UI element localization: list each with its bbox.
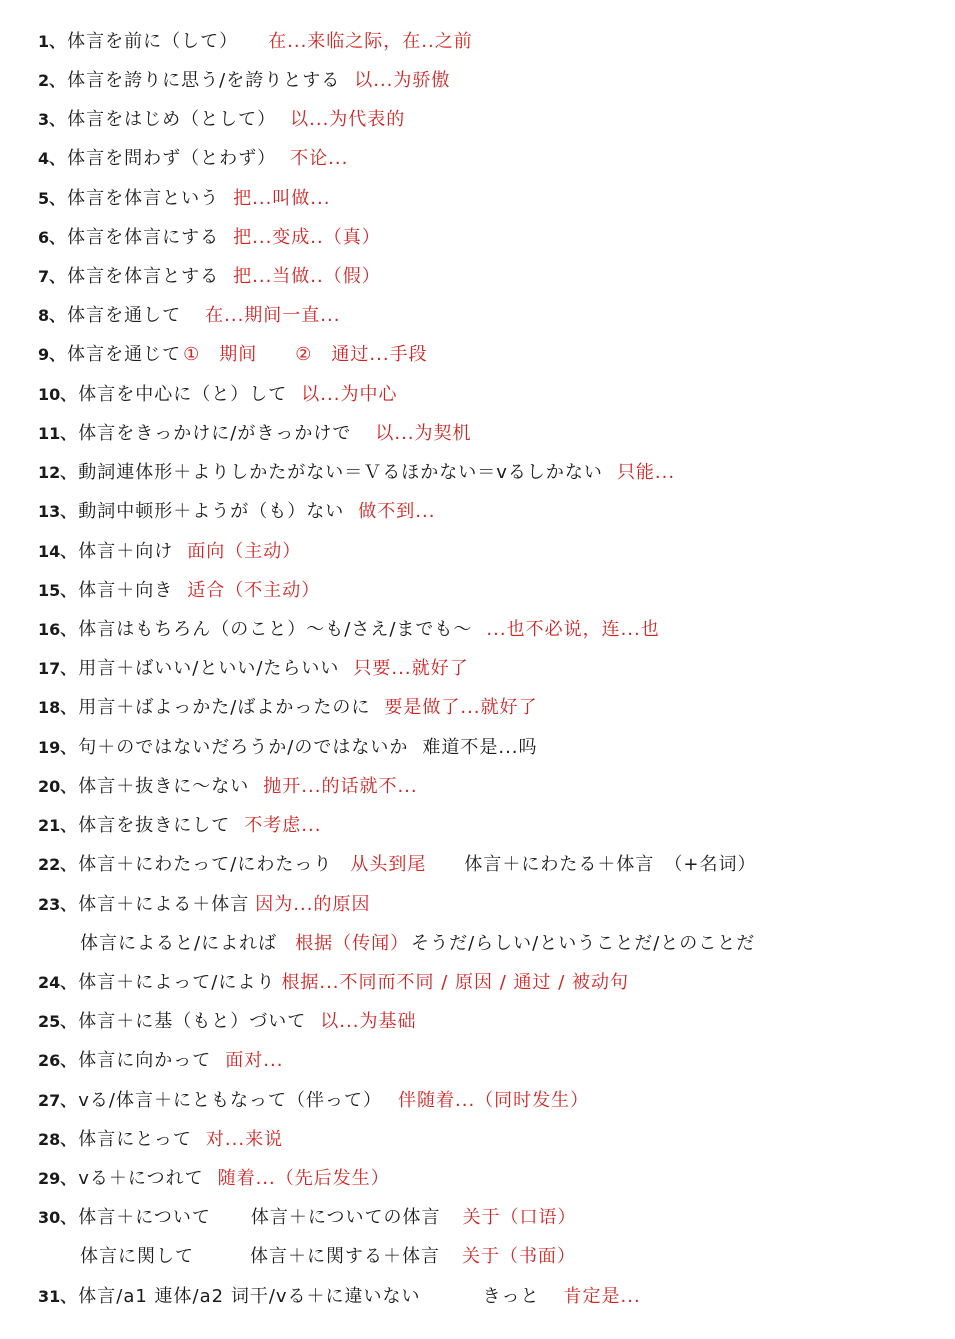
entry-number: 29、 [38,1168,77,1188]
entry-pattern: 体言＋による＋体言 [78,894,250,915]
entry-meaning: 要是做了...就好了 [384,697,538,718]
entry-meaning: ...也不必说，连...也 [486,619,660,640]
entry-pattern: 動詞連体形＋よりしかたがない＝Ｖるほかない＝vるしかない [78,462,603,483]
entry-meaning: 随着...（先后发生） [217,1168,390,1189]
entry-19 [38,731,945,761]
entry-pattern: 体言を中心に（と）して [78,384,288,405]
entry-meaning: 以...为契机 [375,423,472,444]
entry-pattern: 用言＋ばいい/といい/たらいい [78,658,340,679]
entry-pattern: 用言＋ばよっかた/ばよかったのに [78,697,371,718]
entry-meaning: 因为...的原因 [255,894,371,915]
entry-meaning: 做不到... [358,501,436,522]
entry-extra: そうだ/らしい/ということだ/とのことだ [411,933,756,954]
entry-number: 5、 [38,188,66,208]
entry-pattern: 体言をはじめ（として） [67,109,277,130]
entry-meaning: 以...为代表的 [290,109,406,130]
entry-pattern: 体言＋によって/により [78,972,276,993]
entry-meaning: 肯定是... [563,1286,641,1307]
entry-number: 8、 [38,305,66,325]
entry-pattern: 体言を体言とする [67,266,220,287]
entry-number: 13、 [38,501,77,521]
entry-13 [38,495,945,525]
entry-extra: 体言＋に関する＋体言 [250,1246,440,1267]
entry-pattern: vる/体言＋にともなって（伴って） [78,1090,382,1111]
entry-pattern: 体言＋について [78,1207,211,1228]
entry-24 [38,966,945,996]
entry-meaning: 根据...不同而不同 / 原因 / 通过 / 被动句 [281,972,630,993]
entry-pattern: 体言を誇りに思う/を誇りとする [67,70,341,91]
entry-pattern: 体言を体言という [67,188,220,209]
entry-pattern: 体言にとって [78,1129,192,1150]
entry-23-continued [80,927,945,957]
entry-extra: 体言＋にわたる＋体言 （+名词） [464,854,757,875]
entry-10 [38,378,945,408]
entry-meaning: 以...为骄傲 [354,70,451,91]
entry-number: 3、 [38,109,66,129]
entry-16 [38,613,945,643]
entry-18 [38,691,945,721]
entry-meaning: 以...为中心 [301,384,398,405]
entry-meaning: 只能... [616,462,676,483]
entry-meaning: 不考虑... [244,815,322,836]
entry-17 [38,652,945,682]
entry-number: 19、 [38,737,77,757]
entry-number: 30、 [38,1207,77,1227]
entry-number: 11、 [38,423,77,443]
entry-number: 10、 [38,384,77,404]
entry-pattern: 体言に向かって [78,1050,212,1071]
entry-5 [38,182,945,212]
entry-meaning: 对...来说 [205,1129,284,1150]
entry-pattern: 体言/a1 連体/a2 词干/vる＋に違いない [78,1286,421,1307]
entry-meaning: 把...当做..（假） [233,266,381,287]
entry-2 [38,64,945,94]
entry-number: 24、 [38,972,77,992]
entry-number: 31、 [38,1286,77,1306]
entry-number: 2、 [38,70,66,90]
entry-6 [38,221,945,251]
entry-meaning: 从头到尾 [350,854,427,875]
entry-number: 15、 [38,580,77,600]
entry-meaning: 把...叫做... [233,188,331,209]
entry-pattern: 体言＋にわたって/にわたっり [78,854,333,875]
entry-pattern: 句＋のではないだろうか/のではないか [78,737,409,758]
entry-number: 20、 [38,776,77,796]
entry-15 [38,574,945,604]
entry-pattern: 体言に関して [80,1246,194,1267]
entry-number: 14、 [38,541,77,561]
entry-number: 12、 [38,462,77,482]
entry-meaning: 把...变成..（真） [233,227,381,248]
entry-pattern: 体言を前に（して） [67,31,239,52]
entry-29 [38,1162,945,1192]
entry-number: 7、 [38,266,66,286]
entry-number: 4、 [38,148,66,168]
entry-20 [38,770,945,800]
entry-pattern: 体言＋向け [78,541,174,562]
entry-number: 17、 [38,658,77,678]
entry-pattern: 動詞中顿形＋ようが（も）ない [78,501,345,522]
entry-9 [38,338,945,368]
entry-number: 25、 [38,1011,77,1031]
entry-pattern: 体言を体言にする [67,227,220,248]
entry-31 [38,1280,945,1310]
entry-number: 23、 [38,894,77,914]
entry-number: 27、 [38,1090,77,1110]
entry-pattern: 体言はもちろん（のこと）～も/さえ/までも～ [78,619,473,640]
entry-extra: 体言＋についての体言 [250,1207,441,1228]
entry-meaning: 适合（不主动） [187,580,321,601]
entry-pattern: 体言＋抜きに～ない [78,776,250,797]
entry-meaning: 面对... [225,1050,284,1071]
entry-meaning: 抛开...的话就不... [263,776,418,797]
entry-meaning: 根据（传闻） [295,933,410,954]
entry-number: 28、 [38,1129,77,1149]
entry-27 [38,1084,945,1114]
entry-pattern: 体言を通じて [67,344,182,365]
entry-pattern: 体言を通して [67,305,182,326]
entry-meaning: 在...期间一直... [205,305,341,326]
entry-11 [38,417,945,447]
entry-number: 1、 [38,31,66,51]
entry-21 [38,809,945,839]
entry-pattern: vる＋につれて [78,1168,204,1189]
entry-26 [38,1044,945,1074]
entry-4 [38,142,945,172]
entry-23 [38,888,945,918]
entry-meaning: 在...来临之际，在..之前 [268,31,473,52]
entry-pattern: 体言を問わず（とわず） [67,148,277,169]
entry-14 [38,535,945,565]
entry-meaning: 只要...就好了 [353,658,469,679]
entry-meaning: 伴随着...（同时发生） [398,1090,590,1111]
entry-number: 22、 [38,854,77,874]
entry-7 [38,260,945,290]
entry-meaning: 以...为基础 [320,1011,417,1032]
entry-1 [38,25,945,55]
entry-25 [38,1005,945,1035]
entry-meaning: 关于（口语） [462,1207,577,1228]
entry-number: 26、 [38,1050,77,1070]
entry-30-continued [80,1240,945,1270]
entry-12 [38,456,945,486]
entry-extra: きっと [482,1286,540,1307]
entry-pattern: 体言＋向き [78,580,174,601]
entry-number: 6、 [38,227,66,247]
entry-meaning: ① 期间 ② 通过...手段 [183,344,428,365]
entry-22 [38,848,945,878]
entry-number: 16、 [38,619,77,639]
entry-number: 18、 [38,697,77,717]
entry-number: 21、 [38,815,77,835]
entry-meaning: 不论... [290,148,349,169]
entry-30 [38,1201,945,1231]
entry-pattern: 体言＋に基（もと）づいて [78,1011,307,1032]
entry-meaning: 难道不是...吗 [422,737,538,758]
entry-3 [38,103,945,133]
entry-8 [38,299,945,329]
entry-meaning: 面向（主动） [187,541,302,562]
entry-number: 9、 [38,344,66,364]
entry-pattern: 体言をきっかけに/がきっかけで [78,423,352,444]
entry-pattern: 体言によると/によれば [80,933,278,954]
entry-pattern: 体言を抜きにして [78,815,231,836]
entry-28 [38,1123,945,1153]
entry-meaning: 关于（书面） [462,1246,576,1267]
